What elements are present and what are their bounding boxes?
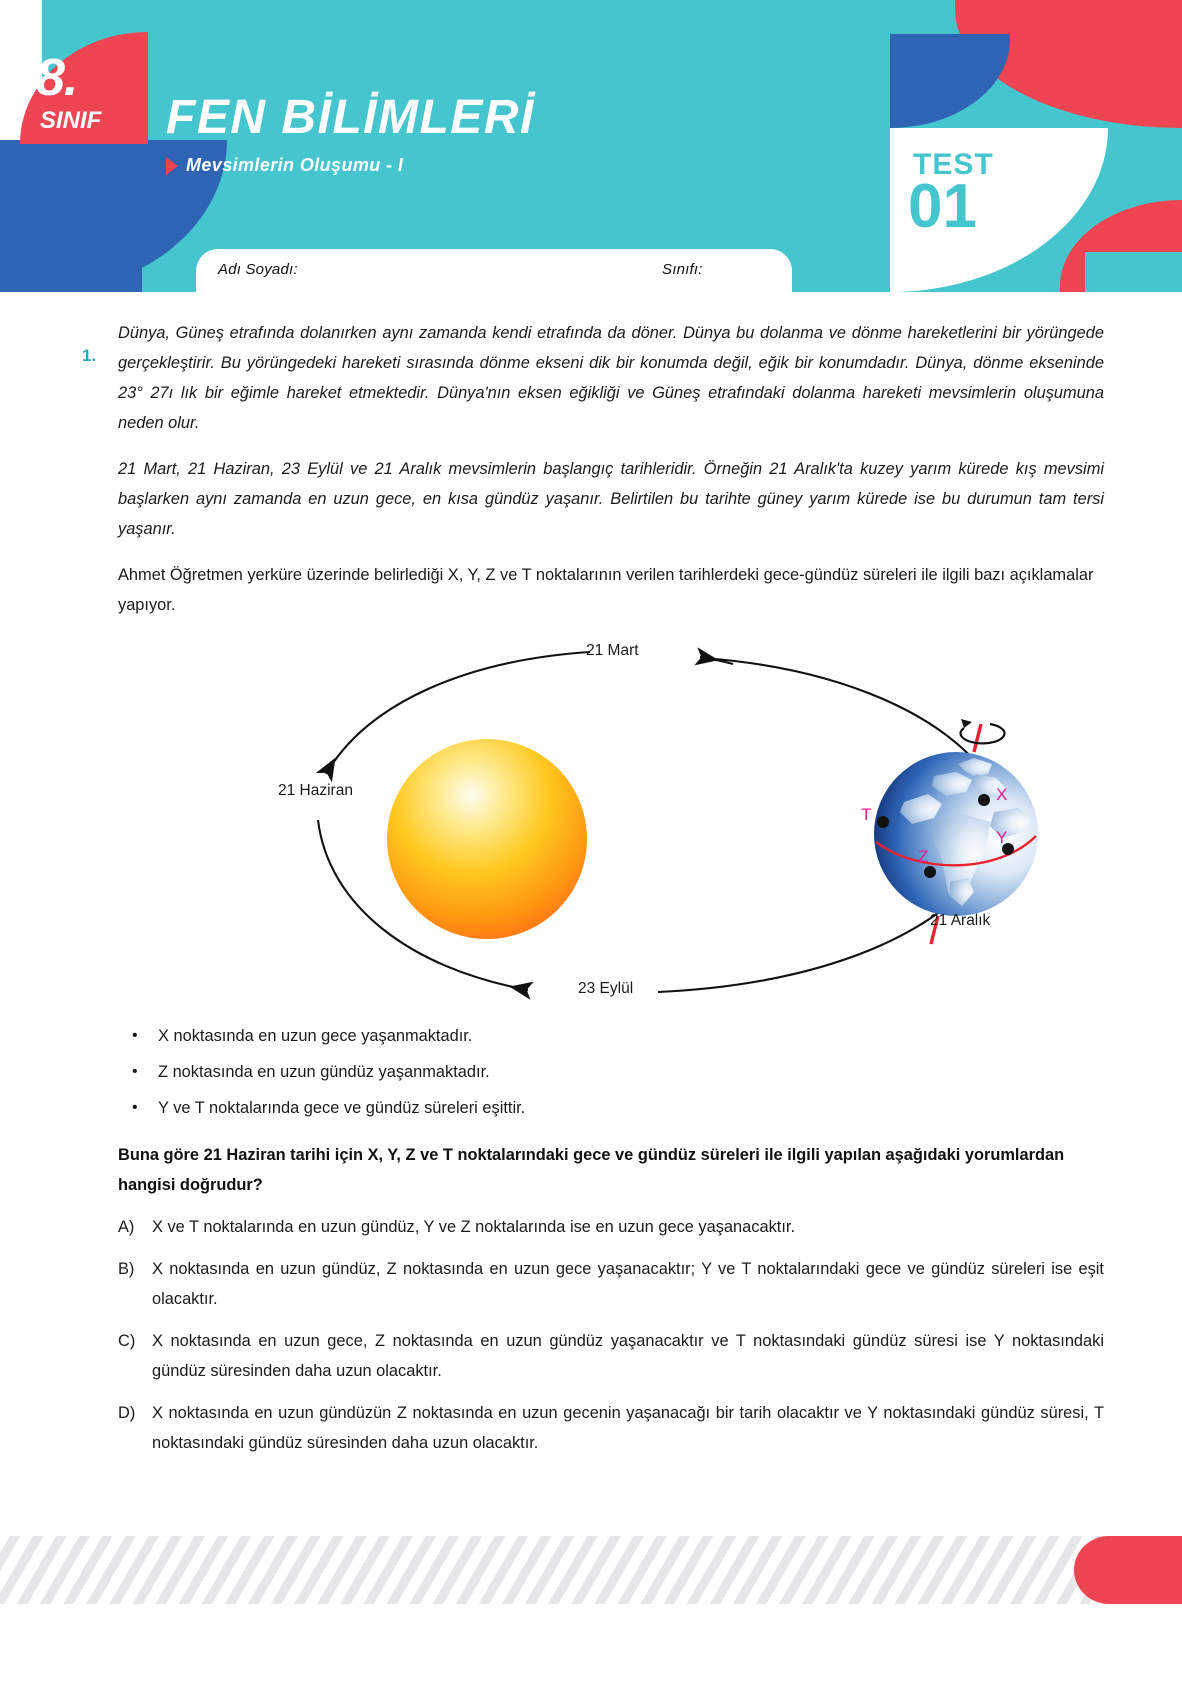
orbit-label-bottom: 23 Eylül xyxy=(578,980,634,997)
orbit-label-left: 21 Haziran xyxy=(278,782,353,799)
header-blue-block xyxy=(0,140,142,292)
earth-point-X xyxy=(978,794,990,806)
triangle-marker-icon xyxy=(166,157,178,175)
class-field-label: Sınıfı: xyxy=(662,261,703,278)
option-b[interactable] xyxy=(118,1254,1104,1314)
question-content xyxy=(0,292,1182,1458)
option-d[interactable] xyxy=(118,1398,1104,1458)
option-c[interactable] xyxy=(118,1326,1104,1386)
sun-icon xyxy=(387,739,587,939)
option-a-letter: A) xyxy=(118,1218,135,1236)
earth-label-Y: Y xyxy=(996,828,1008,847)
option-d-text: X noktasında en uzun gündüzün Z noktasında en uzun gecenin yaşanacağı bir tarih olacaktır ve Y noktasındaki gündüz süresi, T noktasındaki gündüz süresinden daha uzun olacaktır. xyxy=(152,1404,1104,1452)
earth-point-T xyxy=(877,816,889,828)
header-teal-lower-shape xyxy=(1085,252,1182,292)
test-label: TEST xyxy=(913,148,994,181)
page-footer xyxy=(0,1522,1182,1684)
test-number: 01 xyxy=(908,172,977,241)
rotation-arrow-icon xyxy=(961,724,1005,743)
question-number: 1. xyxy=(82,346,97,365)
header-blue-accent-shape xyxy=(890,34,1010,128)
rotation-arrow-head-icon xyxy=(961,719,972,728)
seasons-orbit-diagram xyxy=(78,624,1142,1014)
list-item: • Z noktasında en uzun gündüz yaşanmaktadır. xyxy=(118,1054,1104,1090)
earth-globe xyxy=(861,719,1038,944)
answer-options xyxy=(118,1212,1104,1458)
page-header xyxy=(0,0,1182,292)
student-info-box xyxy=(196,249,792,292)
statement-list xyxy=(118,1018,1104,1126)
option-a-text: X ve T noktalarında en uzun gündüz, Y ve Z noktalarında ise en uzun gece yaşanacaktır. xyxy=(152,1218,796,1236)
option-a[interactable] xyxy=(118,1212,1104,1242)
grade-number: 8. xyxy=(36,49,78,107)
option-b-text: X noktasında en uzun gündüz, Z noktasında en uzun gece yaşanacaktır; Y ve T noktalarındaki gece ve gündüz süreleri ise eşit olacaktır. xyxy=(152,1260,1104,1308)
page-subtitle: Mevsimlerin Oluşumu - I xyxy=(186,155,404,175)
option-b-letter: B) xyxy=(118,1260,135,1278)
grade-label: SINIF xyxy=(40,107,102,134)
earth-label-T: T xyxy=(861,805,872,824)
list-item: • Y ve T noktalarında gece ve gündüz süreleri eşittir. xyxy=(118,1090,1104,1126)
option-c-letter: C) xyxy=(118,1332,136,1350)
question-paragraph-3: Ahmet Öğretmen yerküre üzerinde belirlediği X, Y, Z ve T noktalarının verilen tarihlerdeki gece-gündüz süreleri ile ilgili bazı açıklamalar yapıyor. xyxy=(118,566,1094,614)
rotation-axis-top xyxy=(974,724,981,752)
earth-label-X: X xyxy=(996,785,1008,804)
orbit-svg xyxy=(78,624,1142,1014)
question-1 xyxy=(0,318,1182,1458)
footer-stripe-pattern xyxy=(0,1536,1182,1604)
option-d-letter: D) xyxy=(118,1404,136,1422)
footer-red-tab xyxy=(1074,1536,1182,1604)
orbit-label-right: 21 Aralık xyxy=(930,912,991,929)
question-stem: Buna göre 21 Haziran tarihi için X, Y, Z ve T noktalarındaki gece ve gündüz süreleri ile ilgili yapılan aşağıdaki yorumlardan hangisi doğrudur? xyxy=(118,1146,1065,1194)
question-paragraph-1: Dünya, Güneş etrafında dolanırken aynı zamanda kendi etrafında da döner. Dünya bu dolanma ve dönme hareketlerini bir yörüngede gerçekleştirir. Bu yörüngedeki hareketi sırasında dönme ekseni dik bir konumda değil, eğik bir konumdadır. Dünya, dönme ekseninde 23° 27ı lık bir eğimle hareket etmektedir. Dünya'nın eksen eğikliği ve Güneş etrafındaki dolanma hareketi mevsimlerin oluşumuna neden olur. xyxy=(118,324,1104,432)
question-paragraph-2: 21 Mart, 21 Haziran, 23 Eylül ve 21 Aralık mevsimlerin başlangıç tarihleridir. Örneğin 21 Aralık'ta kuzey yarım kürede kış mevsimi başlarken aynı zamanda en uzun gece, en kısa gündüz yaşanır. Belirtilen bu tarihte güney yarım kürede ise bu durumun tam tersi yaşanır. xyxy=(118,460,1104,538)
subtitle-group xyxy=(166,155,403,176)
list-item: • X noktasında en uzun gece yaşanmaktadır. xyxy=(118,1018,1104,1054)
orbit-label-top: 21 Mart xyxy=(586,642,639,659)
page-title: FEN BİLİMLERİ xyxy=(166,91,535,144)
name-field-label: Adı Soyadı: xyxy=(218,261,298,278)
option-c-text: X noktasında en uzun gece, Z noktasında en uzun gündüz yaşanacaktır ve T noktasındaki gündüz süresi ise Y noktasındaki gündüz süresinden daha uzun olacaktır. xyxy=(152,1332,1104,1380)
earth-point-Z xyxy=(924,866,936,878)
earth-label-Z: Z xyxy=(918,847,929,866)
